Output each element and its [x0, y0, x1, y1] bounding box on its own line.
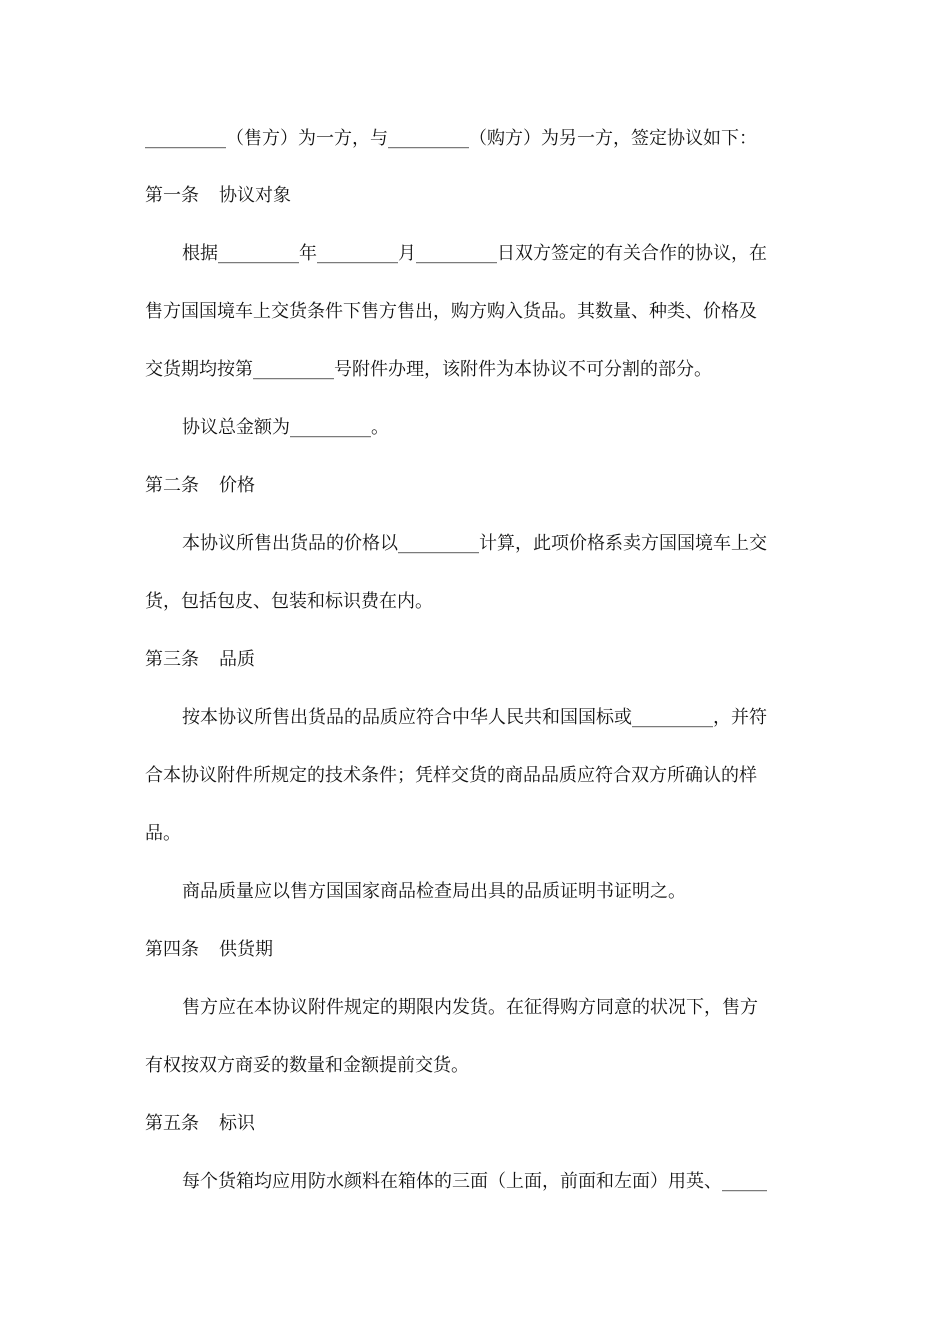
article-2-line-2: 货，包括包皮、包装和标识费在内。 [145, 591, 433, 612]
article-2-heading [145, 474, 810, 498]
article-3-line-2: 合本协议附件所规定的技术条件；凭样交货的商品品质应符合双方所确认的样 [145, 765, 757, 786]
article-3-line-3: 品。 [145, 823, 181, 844]
article-3-line-1: 按本协议所售出货品的品质应符合中华人民共和国国标或_________，并符 [182, 707, 767, 728]
intro-line: _________（售方）为一方，与_________（购方）为另一方，签定协议如下： [145, 128, 757, 149]
article-3-heading [145, 648, 810, 672]
article-1-line-2: 售方国国境车上交货条件下售方售出，购方购入货品。其数量、种类、价格及 [145, 301, 757, 322]
article-number: 第三条 [145, 649, 199, 670]
article-4-heading [145, 938, 810, 962]
article-4-line-2: 有权按双方商妥的数量和金额提前交货。 [145, 1055, 469, 1076]
article-number: 第一条 [145, 185, 199, 206]
article-title: 供货期 [219, 939, 273, 960]
article-1-heading [145, 184, 810, 208]
article-title: 协议对象 [219, 185, 291, 206]
article-5-heading [145, 1112, 810, 1136]
article-1-line-3: 交货期均按第_________号附件办理，该附件为本协议不可分割的部分。 [145, 359, 712, 380]
article-3-certificate-line: 商品质量应以售方国国家商品检查局出具的品质证明书证明之。 [182, 881, 686, 902]
article-2-line-1: 本协议所售出货品的价格以_________计算，此项价格系卖方国国境车上交 [182, 533, 767, 554]
article-number: 第五条 [145, 1113, 199, 1134]
article-number: 第二条 [145, 475, 199, 496]
article-title: 价格 [219, 475, 255, 496]
article-number: 第四条 [145, 939, 199, 960]
article-5-line-1: 每个货箱均应用防水颜料在箱体的三面（上面，前面和左面）用英、_____ [182, 1171, 767, 1192]
article-title: 品质 [219, 649, 255, 670]
article-1-line-1: 根据_________年_________月_________日双方签定的有关合作的协议，在 [182, 243, 767, 264]
article-1-total-line: 协议总金额为_________。 [182, 417, 389, 438]
article-title: 标识 [219, 1113, 255, 1134]
article-4-line-1: 售方应在本协议附件规定的期限内发货。在征得购方同意的状况下，售方 [182, 997, 758, 1018]
